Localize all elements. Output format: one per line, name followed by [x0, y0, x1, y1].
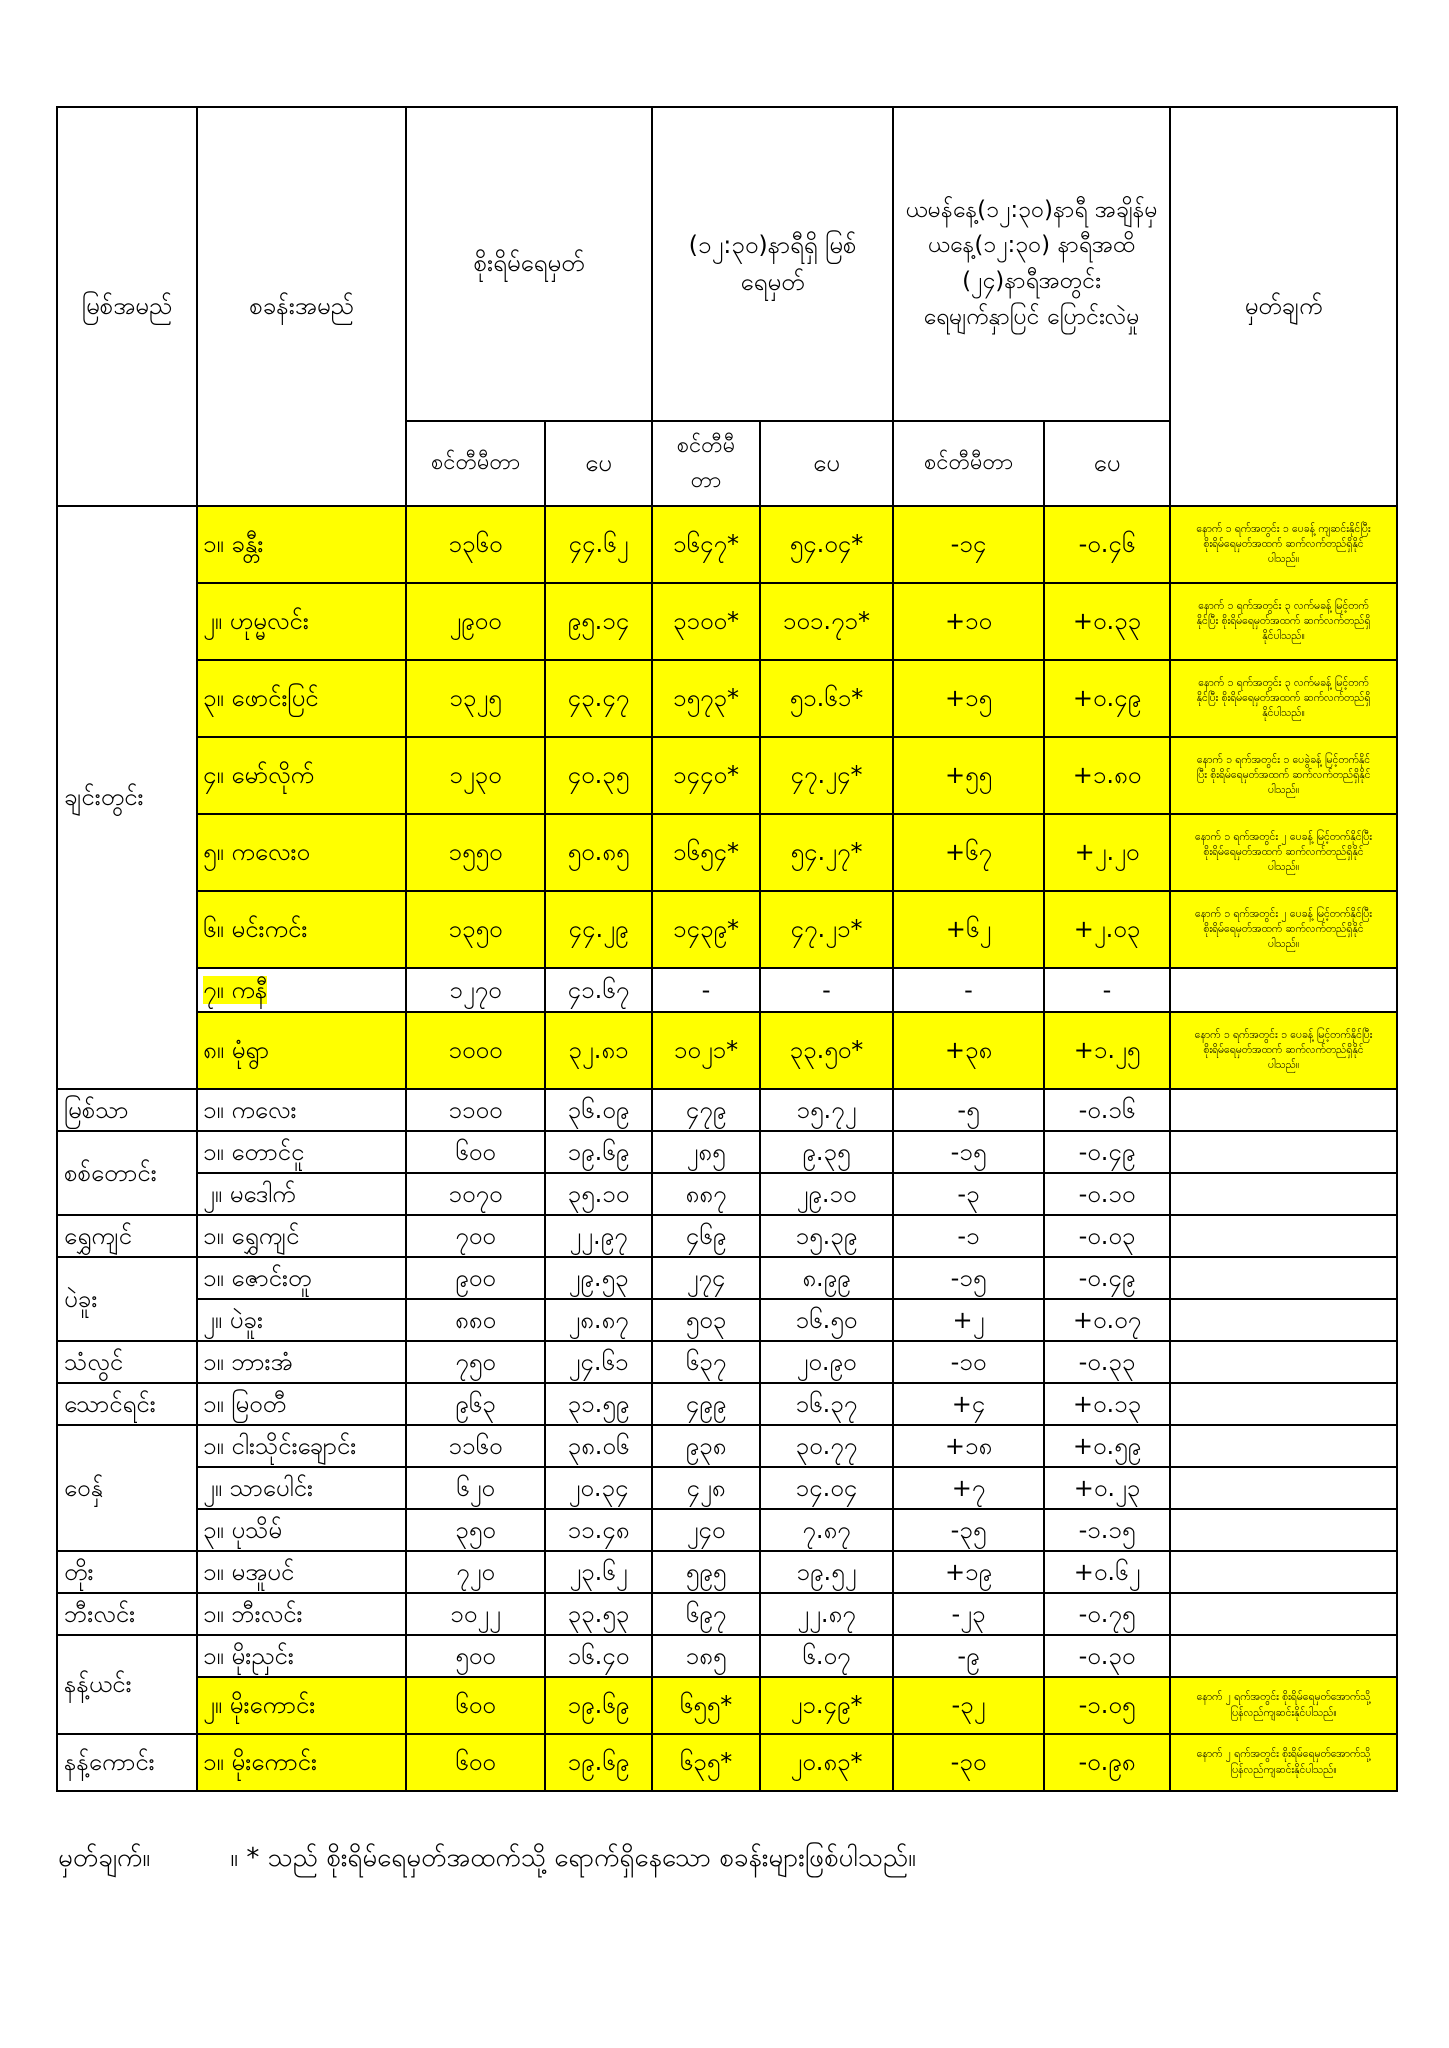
- header-remarks: မှတ်ချက်: [1170, 107, 1397, 506]
- current-level-ft-cell: ၅၄.၀၄*: [760, 506, 893, 583]
- station-name-cell: [197, 1089, 406, 1131]
- station-name-cell: [197, 737, 406, 814]
- danger-level-cm-cell: ၁၅၅၀: [406, 814, 545, 891]
- header-change-cm: စင်တီမီတာ: [893, 421, 1044, 506]
- danger-level-ft-cell: ၃၂.၈၁: [545, 1012, 652, 1089]
- change-ft-cell: -၀.၇၅: [1044, 1593, 1170, 1635]
- station-name-cell: [197, 1341, 406, 1383]
- current-level-cm-cell: ၃၁၀၀*: [652, 583, 760, 660]
- change-cm-cell: -: [893, 968, 1044, 1012]
- table-row: [57, 506, 1397, 583]
- danger-level-ft-cell: ၃၃.၅၃: [545, 1593, 652, 1635]
- remark-cell: နောက် ၁ ရက်အတွင်း ၁ ပေခန့် မြင့်တက်နိုင်ပြီး စိုးရိမ်ရေမှတ်အထက် ဆက်လက်တည်ရှိနိုင်ပါသည်။: [1170, 1012, 1397, 1089]
- change-cm-cell: +၁၉: [893, 1551, 1044, 1593]
- danger-level-cm-cell: ၆၀၀: [406, 1734, 545, 1791]
- remark-cell: နောက် ၁ ရက်အတွင်း ၁ ပေခွဲခန့် မြင့်တက်နိုင်ပြီး စိုးရိမ်ရေမှတ်အထက် ဆက်လက်တည်ရှိနိုင်ပါသည်။: [1170, 737, 1397, 814]
- station-name-cell: [197, 891, 406, 968]
- danger-level-ft-cell: ၄၄.၆၂: [545, 506, 652, 583]
- danger-level-cm-cell: ၉၀၀: [406, 1257, 545, 1299]
- danger-level-ft-cell: ၄၀.၃၅: [545, 737, 652, 814]
- current-level-ft-cell: ၃၃.၅၀*: [760, 1012, 893, 1089]
- change-cm-cell: -၁၀: [893, 1341, 1044, 1383]
- table-row: [57, 1299, 1397, 1341]
- danger-level-cm-cell: ၈၈၀: [406, 1299, 545, 1341]
- change-cm-cell: +၁၅: [893, 660, 1044, 737]
- danger-level-cm-cell: ၁၂၃၀: [406, 737, 545, 814]
- current-level-cm-cell: ၁၅၇၃*: [652, 660, 760, 737]
- change-cm-cell: -၅: [893, 1089, 1044, 1131]
- table-row: [57, 1509, 1397, 1551]
- station-name: ၁။ မိုးကောင်း: [203, 1748, 317, 1777]
- station-name-cell: [197, 1131, 406, 1173]
- station-name: ၂။ သာပေါင်း: [203, 1473, 314, 1502]
- change-cm-cell: -၂၃: [893, 1593, 1044, 1635]
- station-name: ၄။ မော်လိုက်: [203, 761, 314, 790]
- remark-cell: နောက် ၂ ရက်အတွင်း စိုးရိမ်ရေမှတ်အောက်သို့ ပြန်လည်ကျဆင်းနိုင်ပါသည်။: [1170, 1677, 1397, 1734]
- danger-level-cm-cell: ၁၀၂၂: [406, 1593, 545, 1635]
- current-level-ft-cell: ၁၄.၀၄: [760, 1467, 893, 1509]
- table-row: [57, 1089, 1397, 1131]
- remark-cell: [1170, 1509, 1397, 1551]
- change-cm-cell: -၃၀: [893, 1734, 1044, 1791]
- river-water-level-report: [56, 106, 1398, 1792]
- current-level-cm-cell: ၆၃၅*: [652, 1734, 760, 1791]
- current-level-ft-cell: ၆.၀၇: [760, 1635, 893, 1677]
- remark-cell: နောက် ၁ ရက်အတွင်း ၂ ပေခန့် မြင့်တက်နိုင်ပြီး စိုးရိမ်ရေမှတ်အထက် ဆက်လက်တည်ရှိနိုင်ပါသည်။: [1170, 814, 1397, 891]
- change-ft-cell: -၀.၃၀: [1044, 1635, 1170, 1677]
- header-current-ft: ပေ: [760, 421, 893, 506]
- change-cm-cell: +၄: [893, 1383, 1044, 1425]
- danger-level-ft-cell: ၄၄.၂၉: [545, 891, 652, 968]
- change-ft-cell: -၀.၃၃: [1044, 1341, 1170, 1383]
- header-current-level: (၁၂:၃၀)နာရီရှိ မြစ်ရေမှတ်: [652, 107, 893, 421]
- station-name: ၂။ ပဲခူး: [203, 1305, 263, 1334]
- current-level-ft-cell: ၁၉.၅၂: [760, 1551, 893, 1593]
- remark-cell: [1170, 1383, 1397, 1425]
- station-name: ၁။ ရွှေကျင်: [203, 1221, 300, 1250]
- station-name: ၁။ ခန္တီး: [203, 530, 264, 559]
- change-ft-cell: -၀.၄၆: [1044, 506, 1170, 583]
- current-level-ft-cell: ၇.၈၇: [760, 1509, 893, 1551]
- danger-level-cm-cell: ၆၀၀: [406, 1131, 545, 1173]
- river-name-cell: ဘီးလင်း: [57, 1593, 197, 1635]
- current-level-cm-cell: ၁၀၂၁*: [652, 1012, 760, 1089]
- current-level-ft-cell: ၂၀.၉၀: [760, 1341, 893, 1383]
- change-ft-cell: +၀.၂၃: [1044, 1467, 1170, 1509]
- table-row: [57, 1383, 1397, 1425]
- header-24h-change: ယမန်နေ့(၁၂:၃၀)နာရီ အချိန်မှ ယနေ့(၁၂:၃၀) နာရီအထိ (၂၄)နာရီအတွင်း ရေမျက်နှာပြင် ပြောင်းလဲမှု: [893, 107, 1170, 421]
- header-station-name: စခန်းအမည်: [197, 107, 406, 506]
- danger-level-ft-cell: ၃၁.၅၉: [545, 1383, 652, 1425]
- danger-level-cm-cell: ၆၀၀: [406, 1677, 545, 1734]
- current-level-cm-cell: ၅၉၅: [652, 1551, 760, 1593]
- danger-level-ft-cell: ၄၃.၄၇: [545, 660, 652, 737]
- change-cm-cell: -၉: [893, 1635, 1044, 1677]
- danger-level-ft-cell: ၃၅.၁၀: [545, 1173, 652, 1215]
- remark-cell: နောက် ၂ ရက်အတွင်း စိုးရိမ်ရေမှတ်အောက်သို့ ပြန်လည်ကျဆင်းနိုင်ပါသည်။: [1170, 1734, 1397, 1791]
- current-level-cm-cell: ၆၃၇: [652, 1341, 760, 1383]
- danger-level-cm-cell: ၁၁၆၀: [406, 1425, 545, 1467]
- river-name-cell: သံလွင်: [57, 1341, 197, 1383]
- current-level-cm-cell: ၄၂၈: [652, 1467, 760, 1509]
- change-ft-cell: +၀.၅၉: [1044, 1425, 1170, 1467]
- change-cm-cell: -၁၅: [893, 1257, 1044, 1299]
- remark-cell: နောက် ၁ ရက်အတွင်း ၃ လက်မခန့် မြင့်တက်နိုင်ပြီး စိုးရိမ်ရေမှတ်အထက် ဆက်လက်တည်ရှိနိုင်ပါသည်။: [1170, 660, 1397, 737]
- current-level-cm-cell: ၈၈၇: [652, 1173, 760, 1215]
- danger-level-ft-cell: ၂၂.၉၇: [545, 1215, 652, 1257]
- station-name: ၁။ ဘားအံ: [203, 1347, 293, 1376]
- header-river-name: မြစ်အမည်: [57, 107, 197, 506]
- river-name-cell: တိုး: [57, 1551, 197, 1593]
- change-ft-cell: -၀.၀၃: [1044, 1215, 1170, 1257]
- danger-level-ft-cell: ၂၄.၆၁: [545, 1341, 652, 1383]
- change-ft-cell: +၀.၀၇: [1044, 1299, 1170, 1341]
- danger-level-ft-cell: ၂၀.၃၄: [545, 1467, 652, 1509]
- change-ft-cell: -၀.၉၈: [1044, 1734, 1170, 1791]
- table-row: [57, 1467, 1397, 1509]
- danger-level-cm-cell: ၁၀၀၀: [406, 1012, 545, 1089]
- remark-cell: [1170, 1425, 1397, 1467]
- change-cm-cell: +၆၂: [893, 891, 1044, 968]
- change-cm-cell: +၅၅: [893, 737, 1044, 814]
- change-ft-cell: -၀.၁၆: [1044, 1089, 1170, 1131]
- river-name-cell: နန့်ယင်း: [57, 1635, 197, 1734]
- station-name-cell: [197, 1677, 406, 1734]
- station-name-cell: [197, 1467, 406, 1509]
- station-name: ၂။ မိုးကောင်း: [203, 1691, 316, 1720]
- current-level-cm-cell: ၉၃၈: [652, 1425, 760, 1467]
- current-level-cm-cell: ၁၆၅၄*: [652, 814, 760, 891]
- change-cm-cell: +၁၈: [893, 1425, 1044, 1467]
- current-level-ft-cell: ၈.၉၉: [760, 1257, 893, 1299]
- current-level-cm-cell: ၁၄၄၀*: [652, 737, 760, 814]
- current-level-cm-cell: ၂၇၄: [652, 1257, 760, 1299]
- station-name-cell: [197, 1551, 406, 1593]
- change-ft-cell: -၀.၄၉: [1044, 1257, 1170, 1299]
- current-level-ft-cell: ၂၀.၈၃*: [760, 1734, 893, 1791]
- table-row: [57, 968, 1397, 1012]
- danger-level-cm-cell: ၇၀၀: [406, 1215, 545, 1257]
- station-name: ၇။ ကနီ: [203, 975, 268, 1004]
- current-level-cm-cell: ၂၈၅: [652, 1131, 760, 1173]
- danger-level-cm-cell: ၁၃၆၀: [406, 506, 545, 583]
- danger-level-cm-cell: ၁၁၀၀: [406, 1089, 545, 1131]
- danger-level-ft-cell: ၁၉.၆၉: [545, 1131, 652, 1173]
- remark-cell: နောက် ၁ ရက်အတွင်း ၃ လက်မခန့် မြင့်တက်နိုင်ပြီး စိုးရိမ်ရေမှတ်အထက် ဆက်လက်တည်ရှိနိုင်ပါသည်။: [1170, 583, 1397, 660]
- current-level-cm-cell: ၅၀၃: [652, 1299, 760, 1341]
- header-danger-ft: ပေ: [545, 421, 652, 506]
- danger-level-ft-cell: ၅၀.၈၅: [545, 814, 652, 891]
- danger-level-cm-cell: ၇၂၀: [406, 1551, 545, 1593]
- change-cm-cell: +၃၈: [893, 1012, 1044, 1089]
- station-name: ၁။ ငါးသိုင်းချောင်း: [203, 1431, 357, 1460]
- current-level-cm-cell: ၁၆၄၇*: [652, 506, 760, 583]
- change-ft-cell: -၁.၀၅: [1044, 1677, 1170, 1734]
- danger-level-ft-cell: ၁၉.၆၉: [545, 1677, 652, 1734]
- danger-level-ft-cell: ၂၈.၈၇: [545, 1299, 652, 1341]
- station-name: ၂။ ဟုမ္မလင်း: [203, 607, 309, 636]
- table-row: [57, 891, 1397, 968]
- current-level-ft-cell: ၂၉.၁၀: [760, 1173, 893, 1215]
- header-change-ft: ပေ: [1044, 421, 1170, 506]
- current-level-cm-cell: ၆၉၇: [652, 1593, 760, 1635]
- remark-cell: [1170, 968, 1397, 1012]
- change-cm-cell: +၆၇: [893, 814, 1044, 891]
- change-cm-cell: +၇: [893, 1467, 1044, 1509]
- footnote-text: ။ * သည် စိုးရိမ်ရေမှတ်အထက်သို့ ရောက်ရှိနေသော စခန်းများဖြစ်ပါသည်။: [230, 1843, 916, 1873]
- remark-cell: [1170, 1173, 1397, 1215]
- current-level-ft-cell: ၅၁.၆၁*: [760, 660, 893, 737]
- danger-level-ft-cell: ၁၆.၄၀: [545, 1635, 652, 1677]
- change-ft-cell: +၀.၆၂: [1044, 1551, 1170, 1593]
- danger-level-ft-cell: ၂၃.၆၂: [545, 1551, 652, 1593]
- station-name-cell: [197, 506, 406, 583]
- station-name-cell: [197, 1635, 406, 1677]
- river-name-cell: နန့်ကောင်း: [57, 1734, 197, 1791]
- current-level-ft-cell: ၁၆.၃၇: [760, 1383, 893, 1425]
- station-name-cell: [197, 1509, 406, 1551]
- river-name-cell: ဝေနှ်: [57, 1425, 197, 1551]
- table-row: [57, 1131, 1397, 1173]
- river-name-cell: ရွှေကျင်: [57, 1215, 197, 1257]
- station-name-cell: [197, 1383, 406, 1425]
- table-row: [57, 1425, 1397, 1467]
- remark-cell: [1170, 1341, 1397, 1383]
- change-ft-cell: -: [1044, 968, 1170, 1012]
- change-cm-cell: +၁၀: [893, 583, 1044, 660]
- station-name-cell: [197, 1257, 406, 1299]
- change-ft-cell: -၁.၁၅: [1044, 1509, 1170, 1551]
- remark-cell: [1170, 1299, 1397, 1341]
- station-name: ၁။ ဇောင်းတူ: [203, 1263, 312, 1292]
- change-ft-cell: +၂.၀၃: [1044, 891, 1170, 968]
- station-name-cell: [197, 1299, 406, 1341]
- station-name-cell: [197, 1593, 406, 1635]
- station-name: ၂။ မဒေါက်: [203, 1179, 296, 1208]
- station-name-cell: [197, 1012, 406, 1089]
- station-name: ၅။ ကလေးဝ: [203, 838, 310, 867]
- current-level-ft-cell: ၅၄.၂၇*: [760, 814, 893, 891]
- river-name-cell: ချင်းတွင်း: [57, 506, 197, 1089]
- table-row: [57, 1341, 1397, 1383]
- river-name-cell: ပဲခူး: [57, 1257, 197, 1341]
- station-name-cell: [197, 660, 406, 737]
- danger-level-cm-cell: ၉၆၃: [406, 1383, 545, 1425]
- table-row: [57, 1215, 1397, 1257]
- header-current-cm: စင်တီမီ တာ: [652, 421, 760, 506]
- table-row: [57, 583, 1397, 660]
- station-name-cell: [197, 1215, 406, 1257]
- current-level-ft-cell: ၉.၃၅: [760, 1131, 893, 1173]
- change-ft-cell: +၀.၃၃: [1044, 583, 1170, 660]
- station-name: ၁။ မအူပင်: [203, 1557, 295, 1586]
- change-cm-cell: -၃: [893, 1173, 1044, 1215]
- remark-cell: [1170, 1467, 1397, 1509]
- table-row: [57, 737, 1397, 814]
- change-cm-cell: -၁: [893, 1215, 1044, 1257]
- current-level-ft-cell: ၁၅.၇၂: [760, 1089, 893, 1131]
- change-cm-cell: -၁၄: [893, 506, 1044, 583]
- footnote: [58, 1840, 916, 1879]
- change-cm-cell: +၂: [893, 1299, 1044, 1341]
- table-row: [57, 814, 1397, 891]
- remark-cell: [1170, 1257, 1397, 1299]
- river-name-cell: သောင်ရင်း: [57, 1383, 197, 1425]
- danger-level-ft-cell: ၁၉.၆၉: [545, 1734, 652, 1791]
- change-cm-cell: -၁၅: [893, 1131, 1044, 1173]
- current-level-ft-cell: ၂၂.၈၇: [760, 1593, 893, 1635]
- remark-cell: နောက် ၁ ရက်အတွင်း ၁ ပေခန့် ကျဆင်းနိုင်ပြီး စိုးရိမ်ရေမှတ်အထက် ဆက်လက်တည်ရှိနိုင်ပါသည်။: [1170, 506, 1397, 583]
- current-level-ft-cell: ၂၁.၄၉*: [760, 1677, 893, 1734]
- current-level-ft-cell: ၁၆.၅၀: [760, 1299, 893, 1341]
- river-name-cell: မြစ်သာ: [57, 1089, 197, 1131]
- current-level-cm-cell: ၁၄၃၉*: [652, 891, 760, 968]
- change-ft-cell: -၀.၄၉: [1044, 1131, 1170, 1173]
- current-level-ft-cell: ၄၇.၂၁*: [760, 891, 893, 968]
- danger-level-ft-cell: ၄၁.၆၇: [545, 968, 652, 1012]
- station-name-cell: [197, 814, 406, 891]
- station-name-cell: [197, 583, 406, 660]
- remark-cell: [1170, 1635, 1397, 1677]
- change-ft-cell: +၀.၄၉: [1044, 660, 1170, 737]
- remark-cell: [1170, 1215, 1397, 1257]
- remark-cell: [1170, 1089, 1397, 1131]
- station-name: ၃။ ဖောင်းပြင်: [203, 684, 319, 713]
- danger-level-cm-cell: ၁၃၅၀: [406, 891, 545, 968]
- current-level-cm-cell: ၄၉၉: [652, 1383, 760, 1425]
- footnote-label: မှတ်ချက်။: [58, 1843, 151, 1873]
- remark-cell: [1170, 1131, 1397, 1173]
- table-row: [57, 1677, 1397, 1734]
- remark-cell: [1170, 1551, 1397, 1593]
- change-ft-cell: -၀.၁၀: [1044, 1173, 1170, 1215]
- danger-level-cm-cell: ၁၂၇၀: [406, 968, 545, 1012]
- table-row: [57, 1593, 1397, 1635]
- station-name-cell: [197, 1734, 406, 1791]
- current-level-cm-cell: ၁၈၅: [652, 1635, 760, 1677]
- change-ft-cell: +၂.၂၀: [1044, 814, 1170, 891]
- station-name: ၁။ ကလေး: [203, 1095, 297, 1124]
- current-level-ft-cell: -: [760, 968, 893, 1012]
- station-name-cell: [197, 1173, 406, 1215]
- danger-level-ft-cell: ၃၈.၀၆: [545, 1425, 652, 1467]
- change-ft-cell: +၀.၁၃: [1044, 1383, 1170, 1425]
- station-name: ၁။ မိုးညှင်း: [203, 1641, 294, 1670]
- current-level-cm-cell: ၄၇၉: [652, 1089, 760, 1131]
- change-ft-cell: +၁.၂၅: [1044, 1012, 1170, 1089]
- danger-level-ft-cell: ၁၁.၄၈: [545, 1509, 652, 1551]
- table-row: [57, 1012, 1397, 1089]
- current-level-ft-cell: ၄၇.၂၄*: [760, 737, 893, 814]
- danger-level-cm-cell: ၇၅၀: [406, 1341, 545, 1383]
- remark-cell: နောက် ၁ ရက်အတွင်း ၂ ပေခန့် မြင့်တက်နိုင်ပြီး စိုးရိမ်ရေမှတ်အထက် ဆက်လက်တည်ရှိနိုင်ပါသည်။: [1170, 891, 1397, 968]
- current-level-ft-cell: ၁၅.၃၉: [760, 1215, 893, 1257]
- danger-level-cm-cell: ၅၀၀: [406, 1635, 545, 1677]
- danger-level-cm-cell: ၃၅၀: [406, 1509, 545, 1551]
- danger-level-cm-cell: ၂၉၀၀: [406, 583, 545, 660]
- danger-level-ft-cell: ၃၆.၀၉: [545, 1089, 652, 1131]
- danger-level-cm-cell: ၁၀၇၀: [406, 1173, 545, 1215]
- current-level-cm-cell: -: [652, 968, 760, 1012]
- change-cm-cell: -၃၂: [893, 1677, 1044, 1734]
- table-row: [57, 1257, 1397, 1299]
- current-level-cm-cell: ၄၆၉: [652, 1215, 760, 1257]
- danger-level-cm-cell: ၆၂၀: [406, 1467, 545, 1509]
- station-name-cell: [197, 1425, 406, 1467]
- table-row: [57, 1173, 1397, 1215]
- danger-level-cm-cell: ၁၃၂၅: [406, 660, 545, 737]
- table-row: [57, 1635, 1397, 1677]
- change-ft-cell: +၁.၈၀: [1044, 737, 1170, 814]
- change-cm-cell: -၃၅: [893, 1509, 1044, 1551]
- station-name: ၃။ ပုသိမ်: [203, 1515, 282, 1544]
- station-name: ၁။ မြဝတီ: [203, 1389, 286, 1418]
- river-name-cell: စစ်တောင်း: [57, 1131, 197, 1215]
- table-row: [57, 1734, 1397, 1791]
- current-level-ft-cell: ၁၀၁.၇၁*: [760, 583, 893, 660]
- remark-cell: [1170, 1593, 1397, 1635]
- header-danger-level: စိုးရိမ်ရေမှတ်: [406, 107, 652, 421]
- table-row: [57, 660, 1397, 737]
- current-level-cm-cell: ၂၄၀: [652, 1509, 760, 1551]
- header-danger-cm: စင်တီမီတာ: [406, 421, 545, 506]
- current-level-cm-cell: ၆၅၅*: [652, 1677, 760, 1734]
- station-name: ၁။ တောင်ငူ: [203, 1137, 305, 1166]
- water-level-table: [56, 106, 1398, 1792]
- station-name-cell: [197, 968, 406, 1012]
- current-level-ft-cell: ၃၀.၇၇: [760, 1425, 893, 1467]
- station-name: ၈။ မုံရွာ: [203, 1036, 269, 1065]
- danger-level-ft-cell: ၂၉.၅၃: [545, 1257, 652, 1299]
- station-name: ၆။ မင်းကင်း: [203, 915, 308, 944]
- station-name: ၁။ ဘီးလင်း: [203, 1599, 303, 1628]
- danger-level-ft-cell: ၉၅.၁၄: [545, 583, 652, 660]
- table-row: [57, 1551, 1397, 1593]
